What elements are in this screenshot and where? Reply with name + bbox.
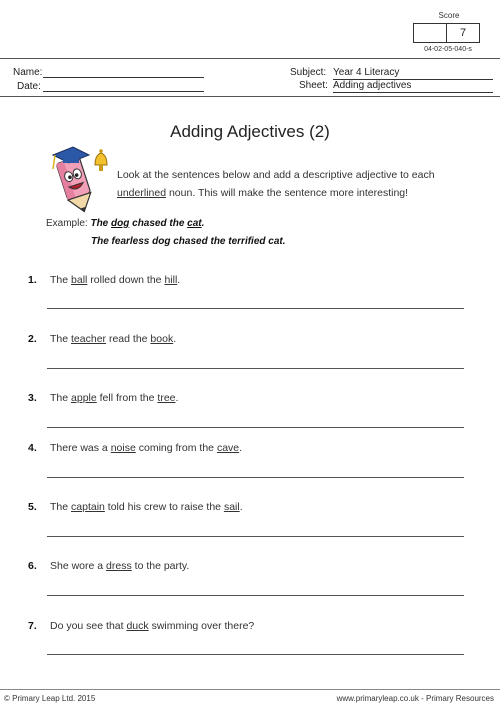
score-blank-box bbox=[413, 23, 447, 43]
noun: duck bbox=[126, 620, 149, 632]
question-sentence: The apple fell from the tree. bbox=[50, 392, 179, 404]
noun: noise bbox=[110, 442, 136, 454]
example-noun-2: cat bbox=[187, 218, 202, 229]
noun: sail bbox=[223, 501, 240, 513]
instructions-line-2 bbox=[117, 184, 477, 202]
noun: ball bbox=[71, 274, 88, 286]
question-sentence: The teacher read the book. bbox=[50, 333, 177, 345]
answer-line[interactable] bbox=[47, 368, 464, 369]
example-answer-text: The fearless dog chased the terrified cat. bbox=[91, 236, 286, 247]
noun: apple bbox=[71, 392, 97, 404]
example-sentence bbox=[46, 218, 204, 229]
noun: tree bbox=[157, 392, 176, 404]
footer-website: www.primaryleap.co.uk - Primary Resources bbox=[336, 694, 494, 703]
answer-line[interactable] bbox=[47, 308, 464, 309]
noun: book bbox=[150, 333, 174, 345]
answer-line[interactable] bbox=[47, 654, 464, 655]
question-sentence: Do you see that duck swimming over there? bbox=[50, 620, 255, 632]
date-label: Date: bbox=[17, 81, 41, 92]
answer-line[interactable] bbox=[47, 477, 464, 478]
example-text-c: . bbox=[201, 218, 205, 229]
question-number: 6. bbox=[28, 560, 37, 572]
name-label: Name: bbox=[13, 67, 43, 78]
question-number: 3. bbox=[28, 392, 37, 404]
footer-divider bbox=[0, 689, 500, 690]
footer-copyright: © Primary Leap Ltd. 2015 bbox=[4, 694, 96, 703]
question-sentence: The ball rolled down the hill. bbox=[50, 274, 181, 286]
question-number: 5. bbox=[28, 501, 37, 513]
answer-line[interactable] bbox=[47, 595, 464, 596]
noun: teacher bbox=[71, 333, 107, 345]
sheet-label: Sheet: bbox=[299, 80, 328, 91]
answer-line[interactable] bbox=[47, 427, 464, 428]
subject-label: Subject: bbox=[290, 67, 327, 78]
header-divider bbox=[0, 96, 500, 97]
date-field[interactable] bbox=[43, 91, 204, 92]
noun: dress bbox=[106, 560, 132, 572]
noun: captain bbox=[71, 501, 105, 513]
question-sentence: She wore a dress to the party. bbox=[50, 560, 190, 572]
noun: cave bbox=[216, 442, 240, 454]
score-label: Score bbox=[438, 11, 460, 20]
instructions bbox=[117, 166, 477, 202]
instructions-line-1: Look at the sentences below and add a descriptive adjective to each bbox=[117, 169, 435, 181]
question-sentence: There was a noise coming from the cave. bbox=[50, 442, 243, 454]
score-value: 7 bbox=[446, 23, 480, 43]
name-field[interactable] bbox=[43, 77, 204, 78]
question-number: 4. bbox=[28, 442, 37, 454]
question-sentence: The captain told his crew to raise the sail. bbox=[50, 501, 243, 513]
top-divider bbox=[0, 58, 500, 59]
page-title: Adding Adjectives (2) bbox=[170, 122, 330, 141]
example-noun-1: dog bbox=[111, 218, 130, 229]
question-number: 1. bbox=[28, 274, 37, 286]
example-text-a: The bbox=[90, 218, 112, 229]
noun: hill bbox=[164, 274, 178, 286]
answer-line[interactable] bbox=[47, 536, 464, 537]
sheet-value: Adding adjectives bbox=[333, 80, 493, 93]
example-label: Example: bbox=[46, 218, 88, 229]
question-number: 2. bbox=[28, 333, 37, 345]
example-text-b: chased the bbox=[129, 218, 188, 229]
pencil-mascot-icon bbox=[43, 143, 113, 215]
instructions-line-2-rest: noun. This will make the sentence more interesting! bbox=[166, 187, 409, 199]
example-answer bbox=[91, 236, 286, 247]
worksheet-code: 04-02-05-040-s bbox=[424, 46, 472, 53]
instructions-underlined-word: underlined bbox=[117, 187, 167, 199]
question-number: 7. bbox=[28, 620, 37, 632]
subject-value: Year 4 Literacy bbox=[333, 67, 493, 80]
